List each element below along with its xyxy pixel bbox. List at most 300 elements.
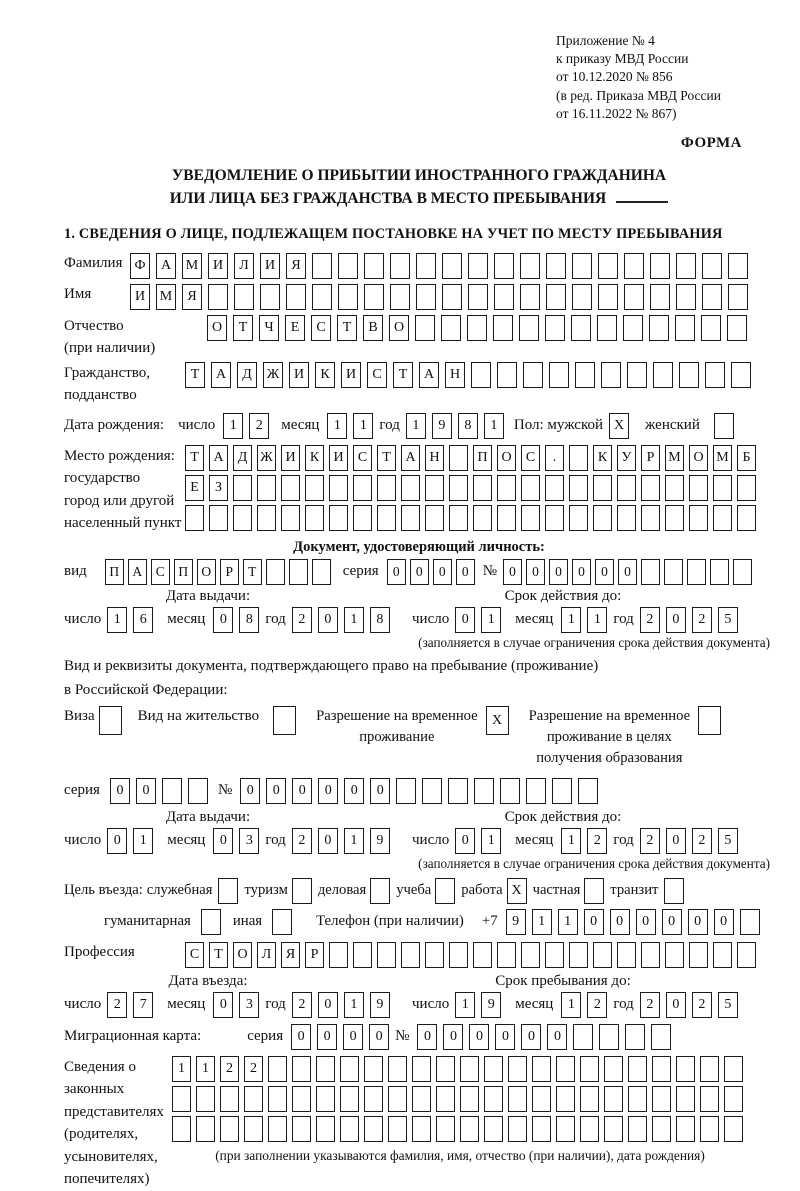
form-cell[interactable]: И: [281, 445, 300, 471]
form-cell[interactable]: 5: [718, 607, 738, 633]
form-cell[interactable]: [474, 778, 494, 804]
form-cell[interactable]: [546, 253, 566, 279]
form-cell[interactable]: [436, 1056, 455, 1082]
form-cell[interactable]: [370, 878, 390, 904]
form-cell[interactable]: [573, 1024, 593, 1050]
form-cell[interactable]: 2: [692, 828, 712, 854]
form-cell[interactable]: 5: [718, 828, 738, 854]
form-cell[interactable]: [679, 362, 699, 388]
form-cell[interactable]: Т: [337, 315, 357, 341]
form-cell[interactable]: 2: [292, 828, 312, 854]
form-cell[interactable]: 2: [107, 992, 127, 1018]
form-cell[interactable]: [580, 1056, 599, 1082]
form-cell[interactable]: Т: [233, 315, 253, 341]
form-cell[interactable]: 0: [318, 778, 338, 804]
form-cell[interactable]: [281, 505, 300, 531]
form-cell[interactable]: 1: [406, 413, 426, 439]
form-cell[interactable]: [257, 475, 276, 501]
form-cell[interactable]: 0: [688, 909, 708, 935]
form-cell[interactable]: [340, 1116, 359, 1142]
form-cell[interactable]: [701, 315, 721, 341]
form-cell[interactable]: [601, 362, 621, 388]
form-cell[interactable]: [493, 315, 513, 341]
form-cell[interactable]: Д: [233, 445, 252, 471]
form-cell[interactable]: Т: [243, 559, 262, 585]
form-cell[interactable]: 7: [133, 992, 153, 1018]
form-cell[interactable]: А: [401, 445, 420, 471]
form-cell[interactable]: 1: [587, 607, 607, 633]
form-cell[interactable]: [593, 475, 612, 501]
form-cell[interactable]: [268, 1056, 287, 1082]
form-cell[interactable]: [624, 253, 644, 279]
form-cell[interactable]: [521, 505, 540, 531]
form-cell[interactable]: [401, 505, 420, 531]
form-cell[interactable]: [484, 1056, 503, 1082]
form-cell[interactable]: [652, 1086, 671, 1112]
form-cell[interactable]: [569, 505, 588, 531]
form-cell[interactable]: 2: [587, 992, 607, 1018]
form-cell[interactable]: П: [473, 445, 492, 471]
form-cell[interactable]: [625, 1024, 645, 1050]
form-cell[interactable]: [713, 475, 732, 501]
form-cell[interactable]: 2: [220, 1056, 239, 1082]
form-cell[interactable]: [364, 1056, 383, 1082]
form-cell[interactable]: [316, 1056, 335, 1082]
form-cell[interactable]: 0: [240, 778, 260, 804]
form-cell[interactable]: 0: [584, 909, 604, 935]
form-cell[interactable]: Н: [445, 362, 465, 388]
form-cell[interactable]: 0: [292, 778, 312, 804]
form-cell[interactable]: [572, 284, 592, 310]
form-cell[interactable]: [353, 942, 372, 968]
form-cell[interactable]: Я: [182, 284, 202, 310]
form-cell[interactable]: 0: [666, 828, 686, 854]
form-cell[interactable]: 8: [239, 607, 259, 633]
form-cell[interactable]: [641, 559, 660, 585]
form-cell[interactable]: 9: [481, 992, 501, 1018]
form-cell[interactable]: 0: [443, 1024, 463, 1050]
form-cell[interactable]: К: [305, 445, 324, 471]
form-cell[interactable]: [737, 475, 756, 501]
form-cell[interactable]: [724, 1056, 743, 1082]
form-cell[interactable]: З: [209, 475, 228, 501]
form-cell[interactable]: [497, 942, 516, 968]
form-cell[interactable]: [162, 778, 182, 804]
form-cell[interactable]: 0: [107, 828, 127, 854]
form-cell[interactable]: 0: [526, 559, 545, 585]
form-cell[interactable]: [653, 362, 673, 388]
form-cell[interactable]: [545, 942, 564, 968]
form-cell[interactable]: 0: [618, 559, 637, 585]
form-cell[interactable]: 1: [561, 992, 581, 1018]
form-cell[interactable]: О: [497, 445, 516, 471]
form-cell[interactable]: [604, 1056, 623, 1082]
form-cell[interactable]: [508, 1056, 527, 1082]
form-cell[interactable]: 1: [481, 828, 501, 854]
form-cell[interactable]: [244, 1086, 263, 1112]
form-cell[interactable]: [593, 942, 612, 968]
form-cell[interactable]: К: [315, 362, 335, 388]
form-cell[interactable]: [292, 878, 312, 904]
form-cell[interactable]: И: [130, 284, 150, 310]
form-cell[interactable]: [728, 253, 748, 279]
form-cell[interactable]: [220, 1086, 239, 1112]
form-cell[interactable]: 1: [327, 413, 347, 439]
form-cell[interactable]: [651, 1024, 671, 1050]
form-cell[interactable]: [617, 475, 636, 501]
form-cell[interactable]: [713, 942, 732, 968]
form-cell[interactable]: 0: [521, 1024, 541, 1050]
form-cell[interactable]: 6: [133, 607, 153, 633]
form-cell[interactable]: [641, 942, 660, 968]
form-cell[interactable]: О: [689, 445, 708, 471]
form-cell[interactable]: Д: [237, 362, 257, 388]
form-cell[interactable]: [460, 1086, 479, 1112]
form-cell[interactable]: [316, 1116, 335, 1142]
form-cell[interactable]: [519, 315, 539, 341]
form-cell[interactable]: [497, 475, 516, 501]
form-cell[interactable]: [468, 284, 488, 310]
form-cell[interactable]: 0: [410, 559, 429, 585]
form-cell[interactable]: [364, 253, 384, 279]
form-cell[interactable]: [604, 1116, 623, 1142]
form-cell[interactable]: [698, 706, 721, 735]
form-cell[interactable]: .: [545, 445, 564, 471]
form-cell[interactable]: [473, 942, 492, 968]
form-cell[interactable]: [700, 1116, 719, 1142]
form-cell[interactable]: [580, 1086, 599, 1112]
form-cell[interactable]: Е: [285, 315, 305, 341]
form-cell[interactable]: [416, 253, 436, 279]
form-cell[interactable]: [649, 315, 669, 341]
form-cell[interactable]: [728, 284, 748, 310]
form-cell[interactable]: [401, 942, 420, 968]
form-cell[interactable]: [676, 1086, 695, 1112]
form-cell[interactable]: К: [593, 445, 612, 471]
form-cell[interactable]: [714, 413, 734, 439]
form-cell[interactable]: [628, 1116, 647, 1142]
form-cell[interactable]: [412, 1086, 431, 1112]
form-cell[interactable]: [705, 362, 725, 388]
form-cell[interactable]: X: [507, 878, 527, 904]
form-cell[interactable]: [292, 1116, 311, 1142]
form-cell[interactable]: [575, 362, 595, 388]
form-cell[interactable]: [338, 284, 358, 310]
form-cell[interactable]: [526, 778, 546, 804]
form-cell[interactable]: 0: [387, 559, 406, 585]
form-cell[interactable]: А: [211, 362, 231, 388]
form-cell[interactable]: П: [105, 559, 124, 585]
form-cell[interactable]: 0: [266, 778, 286, 804]
form-cell[interactable]: [390, 253, 410, 279]
form-cell[interactable]: [676, 253, 696, 279]
form-cell[interactable]: [598, 284, 618, 310]
form-cell[interactable]: 0: [213, 828, 233, 854]
form-cell[interactable]: [702, 284, 722, 310]
form-cell[interactable]: [233, 505, 252, 531]
form-cell[interactable]: [650, 284, 670, 310]
form-cell[interactable]: [329, 942, 348, 968]
form-cell[interactable]: [388, 1086, 407, 1112]
form-cell[interactable]: 0: [595, 559, 614, 585]
form-cell[interactable]: [340, 1086, 359, 1112]
form-cell[interactable]: [545, 505, 564, 531]
form-cell[interactable]: [572, 253, 592, 279]
form-cell[interactable]: [627, 362, 647, 388]
form-cell[interactable]: [569, 475, 588, 501]
form-cell[interactable]: П: [174, 559, 193, 585]
form-cell[interactable]: [396, 778, 416, 804]
form-cell[interactable]: [436, 1116, 455, 1142]
form-cell[interactable]: О: [233, 942, 252, 968]
form-cell[interactable]: [449, 475, 468, 501]
form-cell[interactable]: 1: [561, 828, 581, 854]
form-cell[interactable]: О: [197, 559, 216, 585]
form-cell[interactable]: [449, 445, 468, 471]
form-cell[interactable]: [484, 1116, 503, 1142]
form-cell[interactable]: 1: [344, 992, 364, 1018]
form-cell[interactable]: [545, 475, 564, 501]
form-cell[interactable]: [388, 1056, 407, 1082]
form-cell[interactable]: [448, 778, 468, 804]
form-cell[interactable]: 0: [662, 909, 682, 935]
form-cell[interactable]: [390, 284, 410, 310]
form-cell[interactable]: [710, 559, 729, 585]
form-cell[interactable]: Р: [305, 942, 324, 968]
form-cell[interactable]: [220, 1116, 239, 1142]
form-cell[interactable]: [484, 1086, 503, 1112]
form-cell[interactable]: [208, 284, 228, 310]
form-cell[interactable]: [442, 284, 462, 310]
form-cell[interactable]: [377, 475, 396, 501]
form-cell[interactable]: [740, 909, 760, 935]
form-cell[interactable]: [598, 253, 618, 279]
form-cell[interactable]: [473, 505, 492, 531]
form-cell[interactable]: [468, 253, 488, 279]
form-cell[interactable]: X: [486, 706, 509, 735]
form-cell[interactable]: [412, 1116, 431, 1142]
form-cell[interactable]: Т: [185, 445, 204, 471]
form-cell[interactable]: [196, 1116, 215, 1142]
form-cell[interactable]: [364, 1116, 383, 1142]
form-cell[interactable]: 0: [455, 828, 475, 854]
form-cell[interactable]: 0: [417, 1024, 437, 1050]
form-cell[interactable]: [508, 1116, 527, 1142]
form-cell[interactable]: 0: [370, 778, 390, 804]
form-cell[interactable]: И: [260, 253, 280, 279]
form-cell[interactable]: [268, 1086, 287, 1112]
form-cell[interactable]: [599, 1024, 619, 1050]
form-cell[interactable]: [571, 315, 591, 341]
form-cell[interactable]: 1: [561, 607, 581, 633]
form-cell[interactable]: [700, 1056, 719, 1082]
form-cell[interactable]: 0: [213, 607, 233, 633]
form-cell[interactable]: [292, 1056, 311, 1082]
form-cell[interactable]: [268, 1116, 287, 1142]
form-cell[interactable]: 8: [458, 413, 478, 439]
form-cell[interactable]: [702, 253, 722, 279]
form-cell[interactable]: [289, 559, 308, 585]
form-cell[interactable]: [593, 505, 612, 531]
form-cell[interactable]: М: [713, 445, 732, 471]
form-cell[interactable]: [552, 778, 572, 804]
form-cell[interactable]: [508, 1086, 527, 1112]
form-cell[interactable]: [312, 559, 331, 585]
form-cell[interactable]: [388, 1116, 407, 1142]
form-cell[interactable]: [364, 1086, 383, 1112]
form-cell[interactable]: [257, 505, 276, 531]
form-cell[interactable]: С: [311, 315, 331, 341]
form-cell[interactable]: [624, 284, 644, 310]
form-cell[interactable]: У: [617, 445, 636, 471]
form-cell[interactable]: С: [367, 362, 387, 388]
form-cell[interactable]: [689, 505, 708, 531]
form-cell[interactable]: [494, 284, 514, 310]
form-cell[interactable]: [556, 1056, 575, 1082]
form-cell[interactable]: [497, 362, 517, 388]
form-cell[interactable]: [641, 505, 660, 531]
form-cell[interactable]: 0: [110, 778, 130, 804]
form-cell[interactable]: [473, 475, 492, 501]
form-cell[interactable]: [665, 505, 684, 531]
form-cell[interactable]: 2: [244, 1056, 263, 1082]
form-cell[interactable]: 0: [610, 909, 630, 935]
form-cell[interactable]: Я: [281, 942, 300, 968]
form-cell[interactable]: [731, 362, 751, 388]
form-cell[interactable]: Р: [641, 445, 660, 471]
form-cell[interactable]: [727, 315, 747, 341]
form-cell[interactable]: 2: [292, 607, 312, 633]
form-cell[interactable]: 2: [692, 607, 712, 633]
form-cell[interactable]: 0: [455, 607, 475, 633]
form-cell[interactable]: [377, 942, 396, 968]
form-cell[interactable]: [580, 1116, 599, 1142]
form-cell[interactable]: [266, 559, 285, 585]
form-cell[interactable]: Ф: [130, 253, 150, 279]
form-cell[interactable]: [305, 475, 324, 501]
form-cell[interactable]: [578, 778, 598, 804]
form-cell[interactable]: 0: [318, 828, 338, 854]
form-cell[interactable]: [494, 253, 514, 279]
form-cell[interactable]: [316, 1086, 335, 1112]
form-cell[interactable]: [467, 315, 487, 341]
form-cell[interactable]: 0: [666, 607, 686, 633]
form-cell[interactable]: Б: [737, 445, 756, 471]
form-cell[interactable]: М: [182, 253, 202, 279]
form-cell[interactable]: [329, 505, 348, 531]
form-cell[interactable]: [281, 475, 300, 501]
form-cell[interactable]: 1: [344, 607, 364, 633]
form-cell[interactable]: 0: [318, 607, 338, 633]
form-cell[interactable]: И: [289, 362, 309, 388]
form-cell[interactable]: [523, 362, 543, 388]
form-cell[interactable]: [664, 559, 683, 585]
form-cell[interactable]: С: [185, 942, 204, 968]
form-cell[interactable]: 0: [503, 559, 522, 585]
form-cell[interactable]: Т: [393, 362, 413, 388]
form-cell[interactable]: [305, 505, 324, 531]
form-cell[interactable]: [584, 878, 604, 904]
form-cell[interactable]: В: [363, 315, 383, 341]
form-cell[interactable]: [532, 1086, 551, 1112]
form-cell[interactable]: [628, 1086, 647, 1112]
form-cell[interactable]: [338, 253, 358, 279]
form-cell[interactable]: 1: [353, 413, 373, 439]
form-cell[interactable]: 1: [344, 828, 364, 854]
form-cell[interactable]: [604, 1086, 623, 1112]
form-cell[interactable]: [272, 909, 292, 935]
form-cell[interactable]: [689, 475, 708, 501]
form-cell[interactable]: [628, 1056, 647, 1082]
form-cell[interactable]: [689, 942, 708, 968]
form-cell[interactable]: [340, 1056, 359, 1082]
form-cell[interactable]: Я: [286, 253, 306, 279]
form-cell[interactable]: [546, 284, 566, 310]
form-cell[interactable]: 0: [549, 559, 568, 585]
form-cell[interactable]: [500, 778, 520, 804]
form-cell[interactable]: [617, 505, 636, 531]
form-cell[interactable]: 1: [532, 909, 552, 935]
form-cell[interactable]: А: [156, 253, 176, 279]
form-cell[interactable]: 2: [692, 992, 712, 1018]
form-cell[interactable]: [569, 942, 588, 968]
form-cell[interactable]: [422, 778, 442, 804]
form-cell[interactable]: [185, 505, 204, 531]
form-cell[interactable]: [412, 1056, 431, 1082]
form-cell[interactable]: Л: [234, 253, 254, 279]
form-cell[interactable]: А: [419, 362, 439, 388]
form-cell[interactable]: [425, 475, 444, 501]
form-cell[interactable]: 2: [640, 607, 660, 633]
form-cell[interactable]: [724, 1086, 743, 1112]
form-cell[interactable]: [460, 1116, 479, 1142]
form-cell[interactable]: [641, 475, 660, 501]
form-cell[interactable]: 0: [433, 559, 452, 585]
form-cell[interactable]: [416, 284, 436, 310]
form-cell[interactable]: Ж: [263, 362, 283, 388]
form-cell[interactable]: [520, 284, 540, 310]
form-cell[interactable]: 0: [317, 1024, 337, 1050]
form-cell[interactable]: 9: [370, 992, 390, 1018]
form-cell[interactable]: С: [151, 559, 170, 585]
form-cell[interactable]: [415, 315, 435, 341]
form-cell[interactable]: [733, 559, 752, 585]
form-cell[interactable]: [545, 315, 565, 341]
form-cell[interactable]: [401, 475, 420, 501]
form-cell[interactable]: 1: [455, 992, 475, 1018]
form-cell[interactable]: [441, 315, 461, 341]
form-cell[interactable]: [676, 1116, 695, 1142]
form-cell[interactable]: [737, 942, 756, 968]
form-cell[interactable]: [664, 878, 684, 904]
form-cell[interactable]: [556, 1116, 575, 1142]
form-cell[interactable]: 1: [481, 607, 501, 633]
form-cell[interactable]: [497, 505, 516, 531]
form-cell[interactable]: 1: [107, 607, 127, 633]
form-cell[interactable]: 9: [432, 413, 452, 439]
form-cell[interactable]: Т: [209, 942, 228, 968]
form-cell[interactable]: И: [341, 362, 361, 388]
form-cell[interactable]: 0: [136, 778, 156, 804]
form-cell[interactable]: 0: [636, 909, 656, 935]
form-cell[interactable]: 8: [370, 607, 390, 633]
form-cell[interactable]: [652, 1056, 671, 1082]
form-cell[interactable]: [436, 1086, 455, 1112]
form-cell[interactable]: 9: [506, 909, 526, 935]
form-cell[interactable]: Е: [185, 475, 204, 501]
form-cell[interactable]: 0: [344, 778, 364, 804]
form-cell[interactable]: [460, 1056, 479, 1082]
